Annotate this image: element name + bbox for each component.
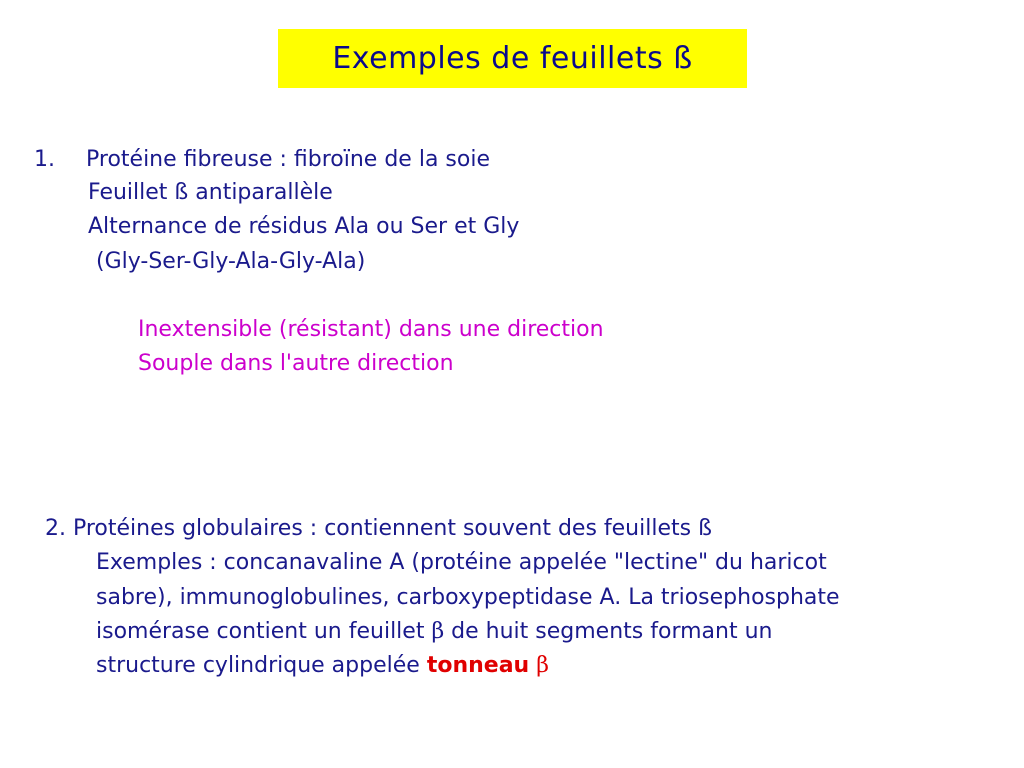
section2-line3: sabre), immunoglobulines, carboxypeptidase A. La triosephosphate — [96, 585, 840, 610]
section2-line2: Exemples : concanavaline A (protéine appelée "lectine" du haricot — [96, 550, 827, 575]
section1-number: 1. — [34, 147, 55, 172]
section1-line1: Protéine fibreuse : fibroïne de la soie — [86, 147, 490, 172]
beta-symbol: β — [431, 619, 445, 644]
section1-line4: (Gly-Ser-Gly-Ala-Gly-Ala) — [96, 249, 366, 274]
section1-line3: Alternance de résidus Ala ou Ser et Gly — [88, 214, 520, 239]
section1-note1: Inextensible (résistant) dans une direction — [138, 317, 604, 342]
section2-line5-start: structure cylindrique appelée — [96, 653, 420, 678]
highlight-beta-symbol: β — [536, 653, 549, 678]
section2-line5 — [96, 652, 549, 680]
section2-line1: 2. Protéines globulaires : contiennent souvent des feuillets ß — [45, 516, 712, 541]
section2-line4 — [96, 618, 772, 646]
section1-note2: Souple dans l'autre direction — [138, 351, 454, 376]
section2-line4-end: de huit segments formant un — [451, 619, 773, 644]
highlight-tonneau: tonneau — [426, 653, 530, 678]
slide-title: Exemples de feuillets ß — [332, 41, 693, 76]
section1-line2: Feuillet ß antiparallèle — [88, 180, 333, 205]
section2-line4-start: isomérase contient un feuillet — [96, 619, 425, 644]
title-banner — [278, 29, 747, 88]
